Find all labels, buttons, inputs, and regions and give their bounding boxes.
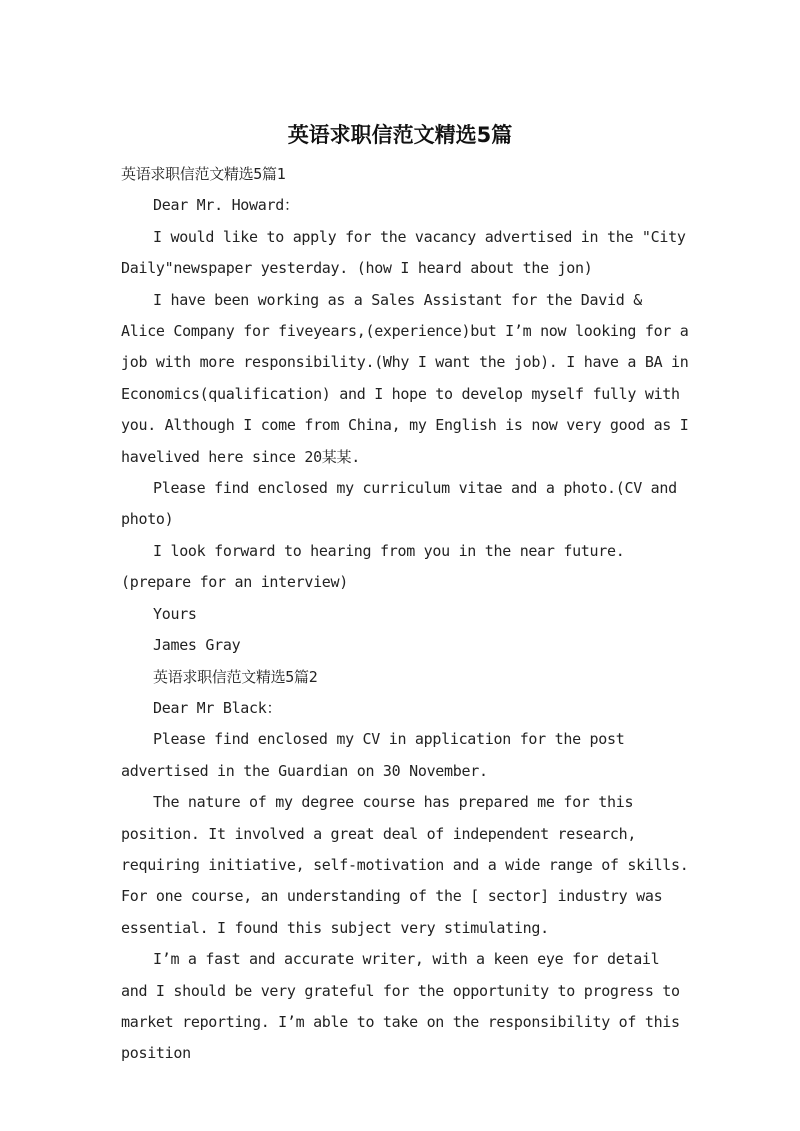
salutation-2: Dear Mr Black：: [153, 698, 282, 717]
paragraph: I’m a fast and accurate writer, with a keen eye for detail and I should be very grateful for the opportunity to progress to market reporting. I’m able to take on the responsibility of this position: [121, 950, 680, 1063]
signature-name: James Gray: [153, 636, 241, 655]
closing: Yours: [153, 604, 197, 623]
paragraph: Please find enclosed my CV in application for the post advertised in the Guardian on 30 November.: [121, 730, 625, 780]
paragraph: Please find enclosed my curriculum vitae and a photo.(CV and photo): [121, 479, 677, 529]
section-heading-2: 英语求职信范文精选5篇2: [153, 667, 318, 686]
document-body: [121, 159, 689, 1070]
paragraph: I look forward to hearing from you in the near future.(prepare for an interview): [121, 541, 625, 592]
paragraph: The nature of my degree course has prepared me for this position. It involved a great deal of independent research, requiring initiative, self-motivation and a wide range of skills. For one course, an understanding of the [ sector] industry was essential. I found this subject very stimulating.: [121, 793, 689, 937]
salutation-1: Dear Mr. Howard：: [153, 196, 299, 215]
document-title: 英语求职信范文精选5篇: [287, 123, 513, 147]
paragraph: I would like to apply for the vacancy advertised in the "City Daily"newspaper yesterday. (how I heard about the jon): [121, 227, 686, 278]
section-heading-1: 英语求职信范文精选5篇1: [121, 165, 286, 183]
paragraph: I have been working as a Sales Assistant for the David & Alice Company for fiveyears,(experience)but I’m now looking for a job with more responsibility.(Why I want the job). I have a BA in Economics(qualification) and I hope to develop myself fully with you. Although I come from China, my English is now very good as I havelived here since 20某某.: [121, 290, 689, 466]
